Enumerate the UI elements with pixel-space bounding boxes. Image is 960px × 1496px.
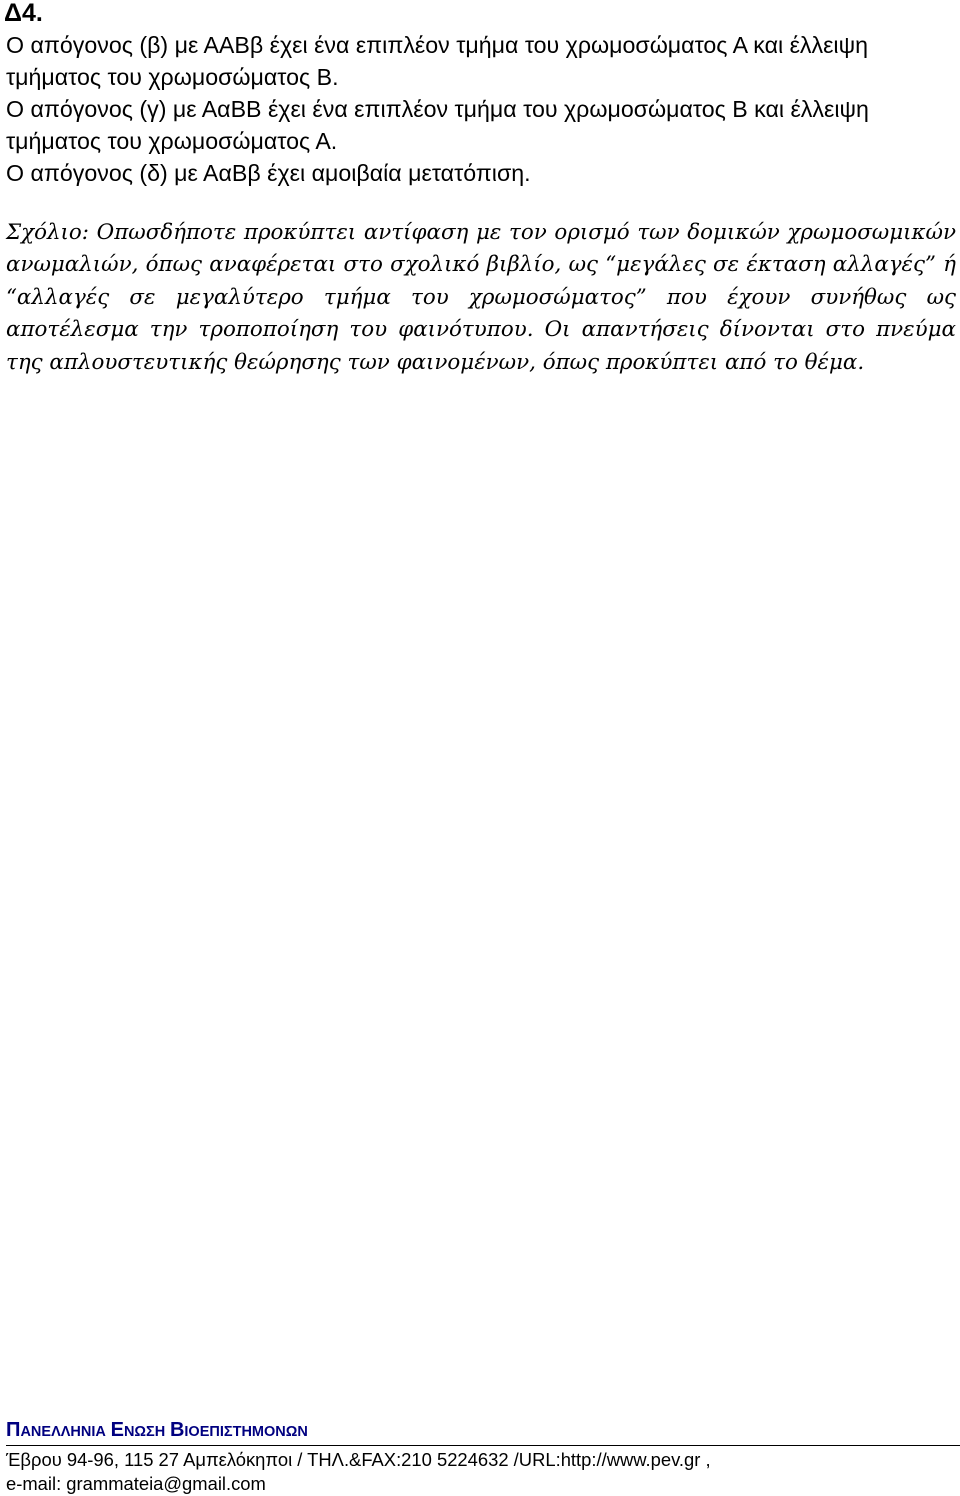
page-footer: [6, 1418, 960, 1496]
answer-offspring-b: Ο απόγονος (β) με ΑΑΒβ έχει ένα επιπλέον τμήμα του χρωμοσώματος Α και έλλειψη τμήματος του χρωμοσώματος Β.: [6, 32, 869, 90]
org-word-2: ΝΩΣΗ: [123, 1424, 166, 1440]
answer-offspring-d: Ο απόγονος (δ) με ΑαΒβ έχει αμοιβαία μετατόπιση.: [6, 160, 531, 186]
org-initial-3: Β: [169, 1419, 185, 1441]
org-initial-1: Π: [6, 1419, 21, 1441]
org-initial-2: Ε: [110, 1419, 124, 1441]
footer-address: Έβρου 94-96, 115 27 Αμπελόκηποι / ΤΗΛ.&FAX:210 5224632 /URL:http://www.pev.gr ,: [6, 1449, 711, 1470]
org-word-1: ΑΝΕΛΛΗΝΙΑ: [20, 1424, 106, 1440]
comment-paragraph: Σχόλιο: Οπωσδήποτε προκύπτει αντίφαση με τον ορισμό των δομικών χρωμοσωμικών ανωμαλιών, όπως αναφέρεται στο σχολικό βιβλίο, ως “μεγάλες σε έκταση αλλαγές” ή “αλλαγές σε μεγαλύτερο τμήμα του χρωμοσώματος” που έχουν συνήθως ως αποτέλεσμα την τροποποίηση του φαινότυπου. Οι απαντήσεις δίνονται στο πνεύμα της απλουστευτικής θεώρησης των φαινομένων, όπως προκύπτει από το θέμα.: [6, 220, 956, 375]
answer-offspring-c: Ο απόγονος (γ) με ΑαΒΒ έχει ένα επιπλέον τμήμα του χρωμοσώματος Β και έλλειψη τμήματος του χρωμοσώματος Α.: [6, 96, 869, 154]
organization-name: [6, 1418, 960, 1446]
org-word-3: ΙΟΕΠΙΣΤΗΜΟΝΩΝ: [184, 1424, 308, 1440]
question-heading: Δ4.: [4, 0, 43, 27]
answers-block: [6, 29, 956, 189]
footer-email: e-mail: grammateia@gmail.com: [6, 1473, 266, 1494]
